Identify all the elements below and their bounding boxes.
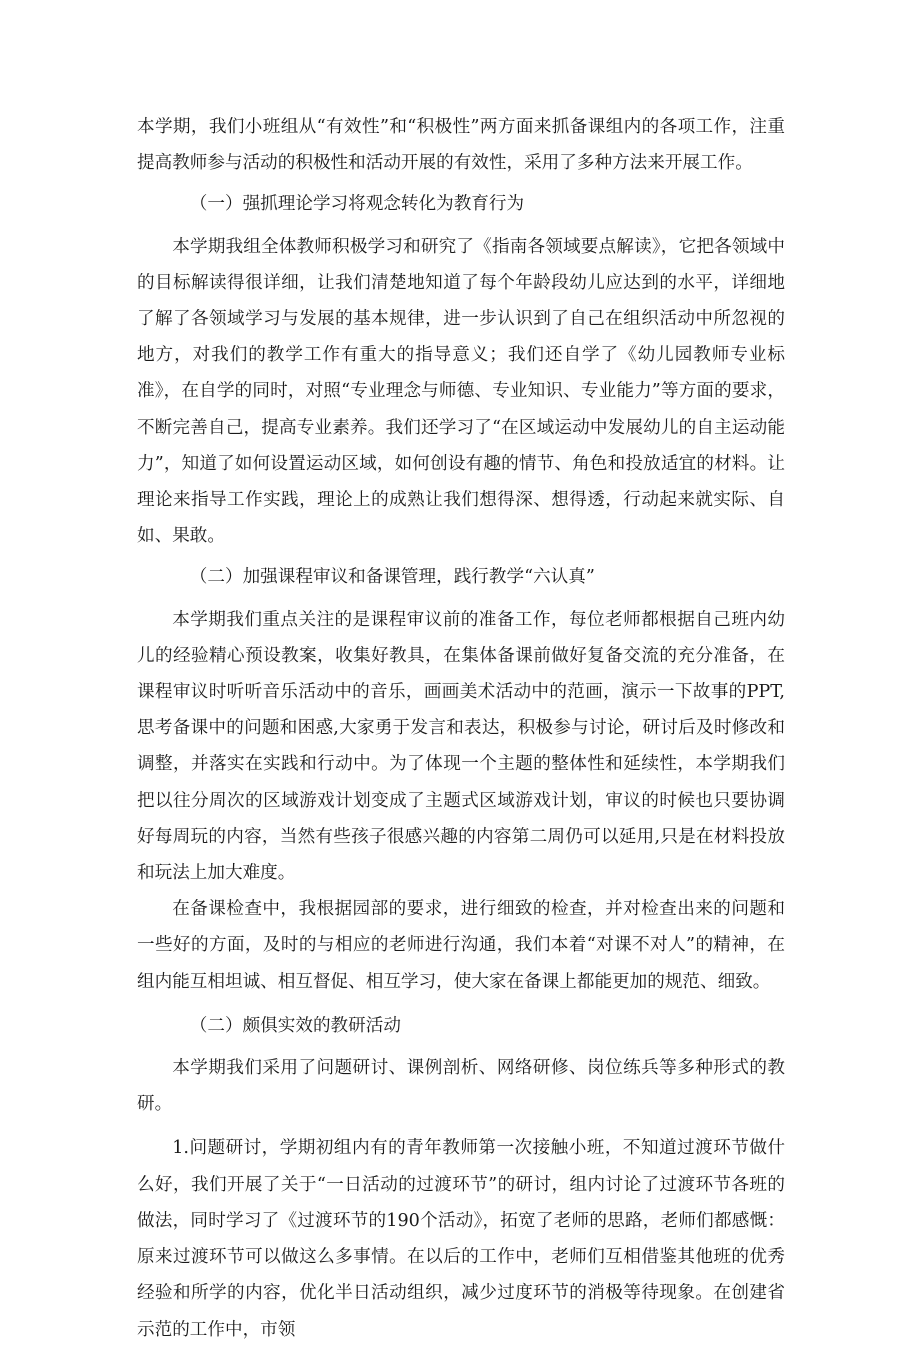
body-paragraph-5: 1.问题研讨，学期初组内有的青年教师第一次接触小班，不知道过渡环节做什么好，我们开展了关于“一日活动的过渡环节”的研讨，组内讨论了过渡环节各班的做法，同时学习了《过渡环节的190个活动》，拓宽了老师的思路，老师们都感慨：原来过渡环节可以做这么多事情。在以后的工作中，老师们互相借鉴其他班的优秀经验和所学的内容，优化半日活动组织，减少过度环节的消极等待现象。在创建省示范的工作中，市领 xyxy=(137,1138,785,1340)
section-heading-3: （二）颇俱实效的教研活动 xyxy=(189,1015,401,1036)
section-heading-1: （一）强抓理论学习将观念转化为教育行为 xyxy=(189,194,525,215)
section-heading-2: （二）加强课程审议和备课管理，践行教学“六认真” xyxy=(189,567,595,588)
body-paragraph-4: 本学期我们采用了问题研讨、课例剖析、网络研修、岗位练兵等多种形式的教研。 xyxy=(137,1058,785,1115)
document-body xyxy=(137,109,785,1348)
body-paragraph-3: 在备课检查中，我根据园部的要求，进行细致的检查，并对检查出来的问题和一些好的方面，及时的与相应的老师进行沟通，我们本着“对课不对人”的精神，在组内能互相坦诚、相互督促、相互学习，使大家在备课上都能更加的规范、细致。 xyxy=(137,899,785,992)
body-paragraph-1: 本学期我组全体教师积极学习和研究了《指南各领域要点解读》，它把各领域中的目标解读得很详细，让我们清楚地知道了每个年龄段幼儿应达到的水平，详细地了解了各领域学习与发展的基本规律，进一步认识到了自己在组织活动中所忽视的地方，对我们的教学工作有重大的指导意义；我们还自学了《幼儿园教师专业标准》，在自学的同时，对照“专业理念与师德、专业知识、专业能力”等方面的要求，不断完善自己，提高专业素养。我们还学习了“在区域运动中发展幼儿的自主运动能力”，知道了如何设置运动区域，如何创设有趣的情节、角色和投放适宜的材料。让理论来指导工作实践，理论上的成熟让我们想得深、想得透，行动起来就实际、自如、果敢。 xyxy=(137,236,785,547)
intro-paragraph: 本学期，我们小班组从“有效性”和“积极性”两方面来抓备课组内的各项工作，注重提高教师参与活动的积极性和活动开展的有效性，采用了多种方法来开展工作。 xyxy=(137,117,785,174)
body-paragraph-2: 本学期我们重点关注的是课程审议前的准备工作，每位老师都根据自己班内幼儿的经验精心预设教案，收集好教具，在集体备课前做好复备交流的充分准备，在课程审议时听听音乐活动中的音乐，画画美术活动中的范画，演示一下故事的PPT,思考备课中的问题和困惑,大家勇于发言和表达，积极参与讨论，研讨后及时修改和调整，并落实在实践和行动中。为了体现一个主题的整体性和延续性，本学期我们把以往分周次的区域游戏计划变成了主题式区域游戏计划，审议的时候也只要协调好每周玩的内容，当然有些孩子很感兴趣的内容第二周仍可以延用,只是在材料投放和玩法上加大难度。 xyxy=(137,609,785,884)
